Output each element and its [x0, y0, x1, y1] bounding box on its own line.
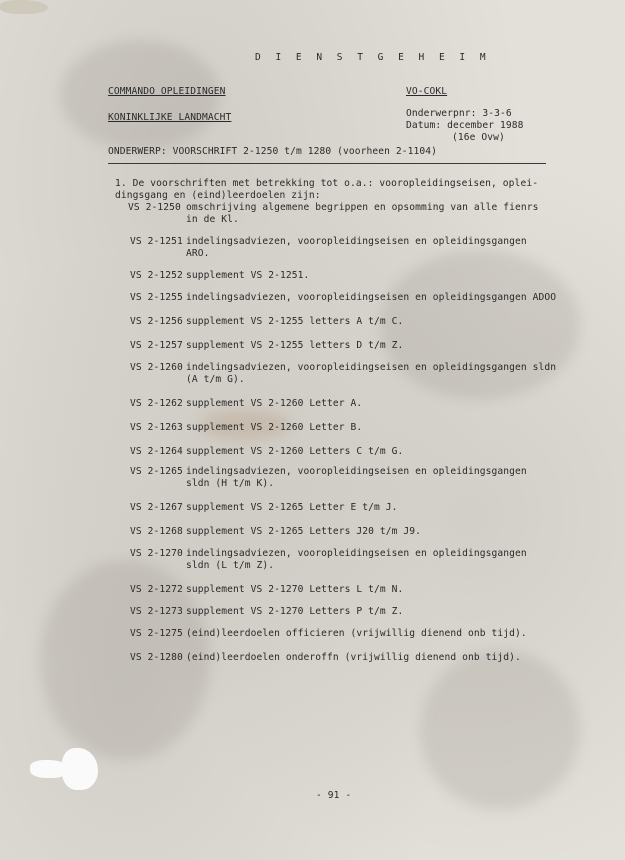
- regulation-description: supplement VS 2-1260 Letter B.: [186, 422, 363, 433]
- regulation-description: supplement VS 2-1260 Letter A.: [186, 398, 363, 409]
- regulation-code: VS 2-1280: [130, 652, 183, 663]
- document-date: Datum: december 1988: [406, 120, 524, 131]
- edition-note: (16e Ovw): [452, 132, 505, 143]
- regulation-description: (eind)leerdoelen onderoffn (vrijwillig dienend onb tijd).: [186, 652, 521, 663]
- regulation-description: supplement VS 2-1255 letters D t/m Z.: [186, 340, 404, 351]
- regulation-code: VS 2-1273: [130, 606, 183, 617]
- regulation-description: supplement VS 2-1270 Letters P t/m Z.: [186, 606, 404, 617]
- regulation-description: omschrijving algemene begrippen en opsomming van alle fienrs: [186, 202, 539, 213]
- paper-tear: [0, 0, 48, 14]
- page-number: - 91 -: [316, 790, 352, 801]
- regulation-code: VS 2-1251: [130, 236, 183, 247]
- unit-label: VO-COKL: [406, 86, 448, 97]
- paper-stain: [420, 650, 580, 810]
- regulation-description: supplement VS 2-1265 Letter E t/m J.: [186, 502, 398, 513]
- regulation-description: ARO.: [186, 248, 210, 259]
- paper-stain: [40, 560, 210, 760]
- regulation-code: VS 2-1256: [130, 316, 183, 327]
- intro-line-1: 1. De voorschriften met betrekking tot o.a.: vooropleidingseisen, oplei-: [115, 178, 539, 189]
- intro-line-2: dingsgang en (eind)leerdoelen zijn:: [115, 190, 321, 201]
- regulation-code: VS 2-1264: [130, 446, 183, 457]
- regulation-description: indelingsadviezen, vooropleidingseisen en opleidingsgangen ADOO: [186, 292, 557, 303]
- regulation-code: VS 2-1263: [130, 422, 183, 433]
- regulation-code: VS 2-1272: [130, 584, 183, 595]
- regulation-code: VS 2-1255: [130, 292, 183, 303]
- regulation-code: VS 2-1262: [130, 398, 183, 409]
- subject-line: ONDERWERP: VOORSCHRIFT 2-1250 t/m 1280 (voorheen 2-1104): [108, 146, 438, 157]
- regulation-description: indelingsadviezen, vooropleidingseisen en opleidingsgangen: [186, 548, 527, 559]
- regulation-description: supplement VS 2-1265 Letters J20 t/m J9.: [186, 526, 422, 537]
- regulation-description: sldn (L t/m Z).: [186, 560, 275, 571]
- regulation-description: supplement VS 2-1251.: [186, 270, 310, 281]
- regulation-code: VS 2-1268: [130, 526, 183, 537]
- regulation-description: (eind)leerdoelen officieren (vrijwillig dienend onb tijd).: [186, 628, 527, 639]
- paper-stain: [380, 250, 580, 400]
- header-rule: [108, 163, 546, 164]
- regulation-description: in de Kl.: [186, 214, 239, 225]
- regulation-code: VS 2-1250: [128, 202, 181, 213]
- regulation-description: supplement VS 2-1270 Letters L t/m N.: [186, 584, 404, 595]
- regulation-code: VS 2-1270: [130, 548, 183, 559]
- regulation-description: (A t/m G).: [186, 374, 245, 385]
- regulation-description: supplement VS 2-1255 letters A t/m C.: [186, 316, 404, 327]
- regulation-description: indelingsadviezen, vooropleidingseisen en opleidingsgangen: [186, 466, 527, 477]
- regulation-description: indelingsadviezen, vooropleidingseisen en opleidingsgangen: [186, 236, 527, 247]
- regulation-code: VS 2-1257: [130, 340, 183, 351]
- regulation-code: VS 2-1265: [130, 466, 183, 477]
- classification-heading: D I E N S T G E H E I M: [255, 52, 491, 63]
- regulation-code: VS 2-1260: [130, 362, 183, 373]
- left-header-line-1: COMMANDO OPLEIDINGEN: [108, 86, 226, 97]
- regulation-description: sldn (H t/m K).: [186, 478, 275, 489]
- regulation-description: indelingsadviezen, vooropleidingseisen en opleidingsgangen sldn: [186, 362, 557, 373]
- regulation-description: supplement VS 2-1260 Letters C t/m G.: [186, 446, 404, 457]
- left-header-line-2: KONINKLIJKE LANDMACHT: [108, 112, 232, 123]
- paper-tear: [62, 748, 98, 790]
- subject-number: Onderwerpnr: 3-3-6: [406, 108, 512, 119]
- regulation-code: VS 2-1252: [130, 270, 183, 281]
- regulation-code: VS 2-1267: [130, 502, 183, 513]
- regulation-code: VS 2-1275: [130, 628, 183, 639]
